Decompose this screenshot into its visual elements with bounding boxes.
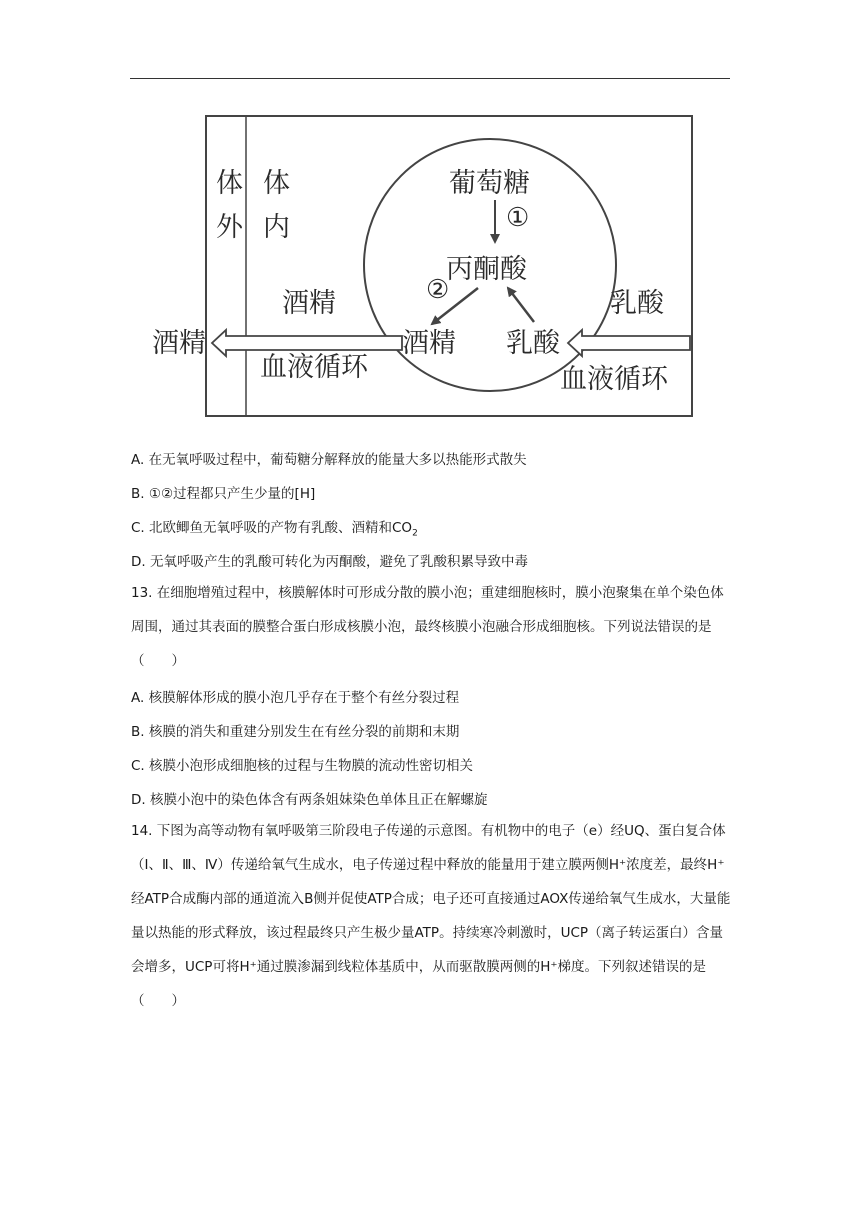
q12-option-c	[131, 518, 418, 544]
outside-label-2: 外	[216, 212, 243, 243]
pyruvate-label: 丙酮酸	[446, 254, 527, 285]
co2-subscript: 2	[412, 528, 418, 539]
q12-option-c-text: C. 北欧鲫鱼无氧呼吸的产物有乳酸、酒精和CO	[131, 520, 413, 536]
blood-circulation-right: 血液循环	[560, 364, 668, 395]
q12-option-a: A. 在无氧呼吸过程中，葡萄糖分解释放的能量大多以热能形式散失	[131, 452, 527, 468]
q12-option-d: D. 无氧呼吸产生的乳酸可转化为丙酮酸，避免了乳酸积累导致中毒	[131, 554, 528, 570]
q14-stem: 14. 下图为高等动物有氧呼吸第三阶段电子传递的示意图。有机物中的电子（e）经UQ、蛋白复合体（I、Ⅱ、Ⅲ、Ⅳ）传递给氧气生成水，电子传递过程中释放的能量用于建立膜两侧H⁺浓度差，最终H⁺经ATP合成酶内部的通道流入B侧并促使ATP合成；电子还可直接通过AOX传递给氧气生成水，大量能量以热能的形式释放，该过程最终只产生极少量ATP。持续寒冷刺激时，UCP（离子转运蛋白）含量会增多，UCP可将H⁺通过膜渗漏到线粒体基质中，从而驱散膜两侧的H⁺梯度。下列叙述错误的是（ ）	[131, 823, 731, 1009]
step2-label: ②	[426, 275, 450, 305]
anaerobic-respiration-diagram	[150, 112, 695, 422]
lactic-transport-arrow	[568, 330, 690, 356]
header-rule	[130, 78, 730, 79]
alcohol-in-cell-label: 酒精	[402, 328, 456, 359]
q13-option-d: D. 核膜小泡中的染色体含有两条姐妹染色单体且正在解螺旋	[131, 792, 488, 808]
glucose-label: 葡萄糖	[449, 168, 530, 199]
alcohol-blood-label: 酒精	[282, 288, 336, 319]
lactic-blood-label: 乳酸	[610, 288, 664, 319]
outside-label-1: 体	[216, 168, 243, 199]
q13-option-c: C. 核膜小泡形成细胞核的过程与生物膜的流动性密切相关	[131, 758, 474, 774]
lactic-to-pyruvate-arrow	[508, 288, 534, 322]
blood-circulation-left: 血液循环	[260, 352, 368, 383]
step1-label: ①	[506, 203, 530, 233]
inside-label-1: 体	[263, 168, 290, 199]
q13-option-a: A. 核膜解体形成的膜小泡几乎存在于整个有丝分裂过程	[131, 690, 460, 706]
inside-label-2: 内	[263, 212, 290, 243]
lactic-in-cell-label: 乳酸	[506, 328, 560, 359]
alcohol-outside-label: 酒精	[152, 328, 206, 359]
q13-stem: 13. 在细胞增殖过程中，核膜解体时可形成分散的膜小泡；重建细胞核时，膜小泡聚集在单个染色体周围，通过其表面的膜整合蛋白形成核膜小泡，最终核膜小泡融合形成细胞核。下列说法错误的是（ ）	[131, 585, 724, 669]
q13-option-b: B. 核膜的消失和重建分别发生在有丝分裂的前期和末期	[131, 724, 460, 740]
q12-option-b: B. ①②过程都只产生少量的[H]	[131, 486, 316, 502]
